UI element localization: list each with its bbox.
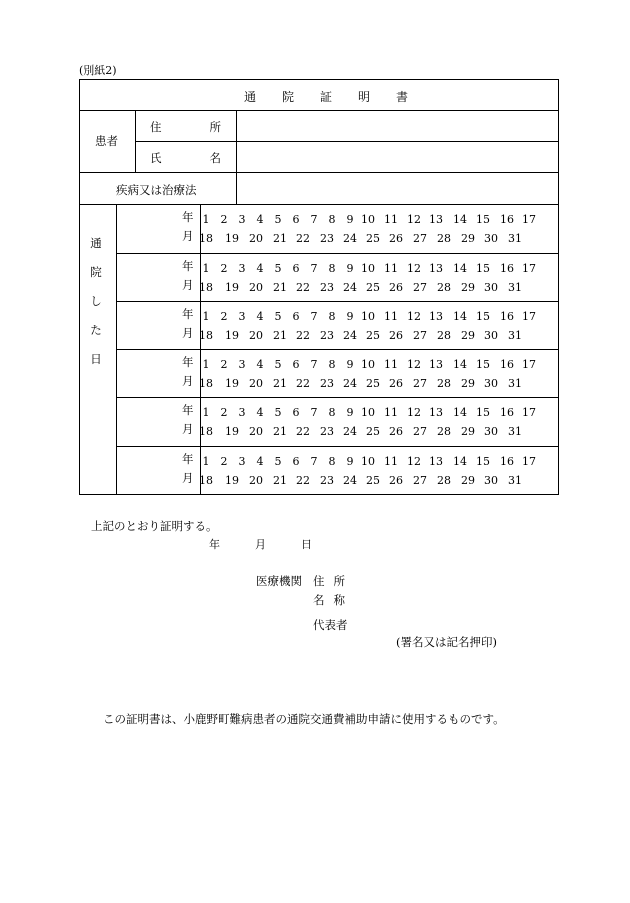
month-label: 月 [182,422,194,436]
footer-note: この証明書は、小鹿野町難病患者の通院交通費補助申請に使用するものです。 [103,712,505,726]
day-option[interactable]: 24 [343,377,357,390]
day-option[interactable]: 6 [292,262,300,275]
day-option[interactable]: 30 [484,281,498,294]
day-option[interactable]: 14 [453,358,467,371]
day-option[interactable]: 21 [273,329,287,342]
day-option[interactable]: 11 [384,310,398,323]
day-option[interactable]: 25 [366,425,380,438]
day-option[interactable]: 11 [384,455,398,468]
institution-label: 医療機関 [256,574,302,588]
day-option[interactable]: 28 [437,425,451,438]
day-option[interactable]: 5 [274,406,282,419]
day-option[interactable]: 21 [273,474,287,487]
day-option[interactable]: 20 [249,232,263,245]
day-option[interactable]: 13 [429,310,443,323]
year-label: 年 [182,452,194,466]
day-option[interactable]: 2 [220,262,228,275]
day-option[interactable]: 31 [508,474,522,487]
day-option[interactable]: 2 [220,455,228,468]
day-option[interactable]: 3 [238,262,246,275]
day-option[interactable]: 13 [429,455,443,468]
day-option[interactable]: 29 [461,232,475,245]
day-option[interactable]: 2 [220,310,228,323]
day-option[interactable]: 2 [220,213,228,226]
day-option[interactable]: 13 [429,262,443,275]
day-option[interactable]: 17 [522,310,536,323]
year-label: 年 [182,355,194,369]
day-option[interactable]: 9 [346,455,354,468]
day-option[interactable]: 18 [199,329,213,342]
day-option[interactable]: 16 [500,262,514,275]
day-option[interactable]: 1 [202,262,210,275]
day-option[interactable]: 7 [310,310,318,323]
day-option[interactable]: 26 [389,377,403,390]
day-option[interactable]: 2 [220,358,228,371]
day-option[interactable]: 25 [366,281,380,294]
day-option[interactable]: 12 [407,262,421,275]
day-option[interactable]: 19 [225,474,239,487]
day-option[interactable]: 8 [328,310,336,323]
day-option[interactable]: 11 [384,262,398,275]
day-option[interactable]: 26 [389,329,403,342]
day-option[interactable]: 15 [476,262,490,275]
year-label: 年 [182,210,194,224]
date-month: 月 [255,538,266,551]
day-option[interactable]: 3 [238,358,246,371]
date-year: 年 [209,538,220,551]
day-option[interactable]: 30 [484,377,498,390]
day-option[interactable]: 20 [249,425,263,438]
day-option[interactable]: 22 [296,281,310,294]
day-option[interactable]: 1 [202,406,210,419]
day-option[interactable]: 25 [366,329,380,342]
day-option[interactable]: 3 [238,406,246,419]
day-option[interactable]: 27 [413,377,427,390]
month-label: 月 [182,326,194,340]
day-option[interactable]: 30 [484,474,498,487]
month-label: 月 [182,229,194,243]
day-option[interactable]: 22 [296,232,310,245]
day-option[interactable]: 10 [361,406,375,419]
day-option[interactable]: 16 [500,310,514,323]
name-field[interactable] [238,142,557,171]
day-option[interactable]: 16 [500,358,514,371]
seal-note: (署名又は記名押印) [396,635,497,649]
day-option[interactable]: 20 [249,474,263,487]
day-option[interactable]: 10 [361,358,375,371]
day-option[interactable]: 30 [484,425,498,438]
day-option[interactable]: 15 [476,455,490,468]
day-option[interactable]: 27 [413,425,427,438]
day-option[interactable]: 14 [453,310,467,323]
day-option[interactable]: 12 [407,310,421,323]
day-option[interactable]: 22 [296,425,310,438]
day-option[interactable]: 24 [343,474,357,487]
day-option[interactable]: 19 [225,377,239,390]
day-option[interactable]: 27 [413,474,427,487]
representative-label: 代表者 [313,618,348,632]
day-option[interactable]: 4 [256,310,264,323]
day-option[interactable]: 18 [199,425,213,438]
day-option[interactable]: 31 [508,425,522,438]
day-option[interactable]: 30 [484,232,498,245]
day-option[interactable]: 11 [384,213,398,226]
day-option[interactable]: 5 [274,213,282,226]
day-option[interactable]: 25 [366,377,380,390]
day-option[interactable]: 11 [384,358,398,371]
day-option[interactable]: 1 [202,310,210,323]
month-label: 月 [182,374,194,388]
day-option[interactable]: 6 [292,455,300,468]
day-option[interactable]: 4 [256,406,264,419]
day-option[interactable]: 23 [320,329,334,342]
day-option[interactable]: 4 [256,455,264,468]
day-option[interactable]: 24 [343,281,357,294]
day-option[interactable]: 20 [249,329,263,342]
date-day: 日 [301,538,312,551]
day-option[interactable]: 26 [389,281,403,294]
day-option[interactable]: 12 [407,213,421,226]
day-option[interactable]: 21 [273,232,287,245]
day-option[interactable]: 22 [296,474,310,487]
day-option[interactable]: 10 [361,455,375,468]
day-option[interactable]: 9 [346,358,354,371]
day-option[interactable]: 26 [389,425,403,438]
disease-label: 疾病又は治療法 [116,183,197,197]
day-option[interactable]: 15 [476,213,490,226]
day-option[interactable]: 27 [413,329,427,342]
day-option[interactable]: 5 [274,358,282,371]
day-option[interactable]: 6 [292,358,300,371]
day-option[interactable]: 27 [413,232,427,245]
day-option[interactable]: 24 [343,425,357,438]
day-option[interactable]: 23 [320,474,334,487]
day-option[interactable]: 18 [199,377,213,390]
day-option[interactable]: 3 [238,213,246,226]
disease-field[interactable] [238,173,557,203]
day-option[interactable]: 21 [273,425,287,438]
day-option[interactable]: 4 [256,213,264,226]
day-option[interactable]: 1 [202,358,210,371]
certify-text: 上記のとおり証明する。 [91,519,218,533]
day-option[interactable]: 8 [328,262,336,275]
day-option[interactable]: 26 [389,474,403,487]
day-option[interactable]: 24 [343,232,357,245]
day-option[interactable]: 14 [453,406,467,419]
day-option[interactable]: 6 [292,213,300,226]
address-label: 住所 [150,120,269,134]
day-option[interactable]: 20 [249,377,263,390]
institution-address-label: 住所 [313,574,354,588]
day-option[interactable]: 9 [346,406,354,419]
day-option[interactable]: 24 [343,329,357,342]
day-option[interactable]: 10 [361,310,375,323]
day-option[interactable]: 16 [500,406,514,419]
day-option[interactable]: 31 [508,329,522,342]
day-option[interactable]: 31 [508,232,522,245]
name-label: 氏名 [150,151,269,165]
day-option[interactable]: 29 [461,377,475,390]
day-option[interactable]: 8 [328,358,336,371]
day-option[interactable]: 4 [256,262,264,275]
address-field[interactable] [238,111,557,140]
day-option[interactable]: 20 [249,281,263,294]
day-option[interactable]: 8 [328,213,336,226]
day-option[interactable]: 6 [292,406,300,419]
page-title: 通院証明書 [244,90,435,104]
day-option[interactable]: 27 [413,281,427,294]
day-option[interactable]: 9 [346,310,354,323]
day-option[interactable]: 31 [508,281,522,294]
day-option[interactable]: 28 [437,232,451,245]
day-option[interactable]: 3 [238,455,246,468]
day-option[interactable]: 17 [522,262,536,275]
day-option[interactable]: 6 [292,310,300,323]
day-option[interactable]: 29 [461,425,475,438]
day-option[interactable]: 28 [437,329,451,342]
day-option[interactable]: 15 [476,310,490,323]
day-option[interactable]: 19 [225,329,239,342]
day-option[interactable]: 23 [320,377,334,390]
day-option[interactable]: 12 [407,455,421,468]
day-option[interactable]: 5 [274,262,282,275]
day-option[interactable]: 9 [346,213,354,226]
day-option[interactable]: 1 [202,213,210,226]
day-option[interactable]: 17 [522,455,536,468]
day-option[interactable]: 14 [453,213,467,226]
patient-label: 患者 [95,134,118,148]
day-option[interactable]: 1 [202,455,210,468]
day-option[interactable]: 4 [256,358,264,371]
day-option[interactable]: 15 [476,358,490,371]
day-option[interactable]: 8 [328,455,336,468]
day-option[interactable]: 16 [500,213,514,226]
year-label: 年 [182,259,194,273]
day-option[interactable]: 19 [225,425,239,438]
day-option[interactable]: 23 [320,281,334,294]
day-option[interactable]: 28 [437,281,451,294]
day-option[interactable]: 17 [522,406,536,419]
day-option[interactable]: 2 [220,406,228,419]
month-label: 月 [182,471,194,485]
day-option[interactable]: 31 [508,377,522,390]
day-option[interactable]: 30 [484,329,498,342]
day-option[interactable]: 13 [429,406,443,419]
day-option[interactable]: 29 [461,281,475,294]
institution-name-label: 名称 [313,593,354,607]
day-option[interactable]: 25 [366,232,380,245]
day-option[interactable]: 21 [273,281,287,294]
day-option[interactable]: 17 [522,213,536,226]
day-option[interactable]: 18 [199,232,213,245]
day-option[interactable]: 5 [274,455,282,468]
day-option[interactable]: 29 [461,474,475,487]
day-option[interactable]: 28 [437,377,451,390]
day-option[interactable]: 9 [346,262,354,275]
day-option[interactable]: 12 [407,358,421,371]
day-option[interactable]: 17 [522,358,536,371]
day-option[interactable]: 18 [199,474,213,487]
day-option[interactable]: 15 [476,406,490,419]
day-option[interactable]: 29 [461,329,475,342]
day-option[interactable]: 28 [437,474,451,487]
day-option[interactable]: 3 [238,310,246,323]
day-option[interactable]: 18 [199,281,213,294]
year-label: 年 [182,307,194,321]
day-option[interactable]: 10 [361,213,375,226]
day-option[interactable]: 14 [453,262,467,275]
day-option[interactable]: 8 [328,406,336,419]
day-option[interactable]: 7 [310,358,318,371]
day-option[interactable]: 26 [389,232,403,245]
day-option[interactable]: 16 [500,455,514,468]
day-option[interactable]: 25 [366,474,380,487]
annex-label: (別紙2) [79,64,117,77]
day-option[interactable]: 13 [429,358,443,371]
day-option[interactable]: 7 [310,262,318,275]
month-label: 月 [182,278,194,292]
day-option[interactable]: 22 [296,329,310,342]
day-option[interactable]: 23 [320,232,334,245]
day-option[interactable]: 23 [320,425,334,438]
day-option[interactable]: 11 [384,406,398,419]
day-option[interactable]: 22 [296,377,310,390]
day-option[interactable]: 7 [310,213,318,226]
day-option[interactable]: 5 [274,310,282,323]
day-option[interactable]: 10 [361,262,375,275]
day-option[interactable]: 19 [225,281,239,294]
day-option[interactable]: 7 [310,406,318,419]
day-option[interactable]: 21 [273,377,287,390]
day-option[interactable]: 14 [453,455,467,468]
day-option[interactable]: 12 [407,406,421,419]
day-option[interactable]: 13 [429,213,443,226]
day-option[interactable]: 19 [225,232,239,245]
year-label: 年 [182,403,194,417]
day-option[interactable]: 7 [310,455,318,468]
